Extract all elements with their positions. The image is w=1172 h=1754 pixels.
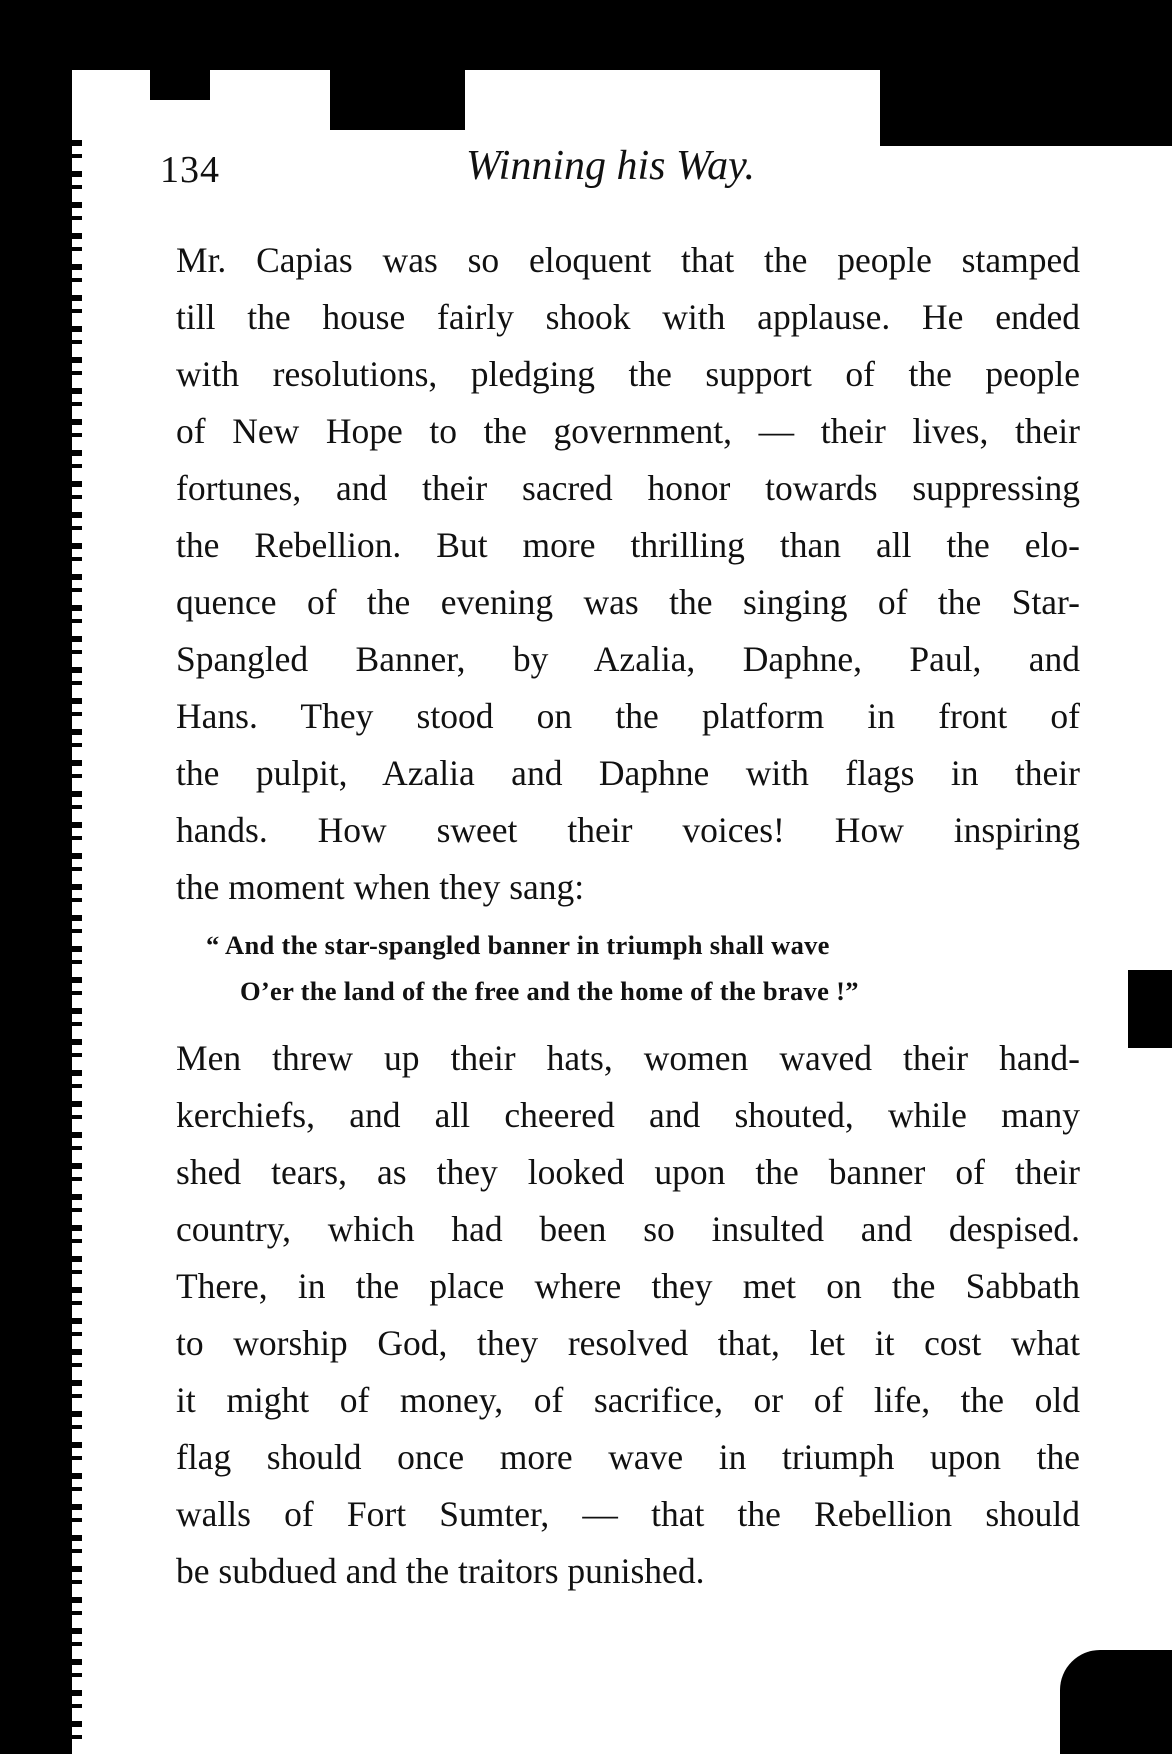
- text-line: till the house fairly shook with applause. He ended: [176, 297, 1080, 337]
- text-line: walls of Fort Sumter, — that the Rebellion should: [176, 1494, 1080, 1534]
- text-line: quence of the evening was the singing of the Star-: [176, 582, 1080, 622]
- scan-border-right-bottom: [1060, 1650, 1172, 1754]
- text-line: be subdued and the traitors punished.: [176, 1551, 705, 1591]
- paragraph-2: [176, 1030, 1080, 1600]
- text-line: with resolutions, pledging the support of the people: [176, 354, 1080, 394]
- running-head: [160, 142, 900, 202]
- scan-border-top-mid: [330, 60, 465, 130]
- text-line: kerchiefs, and all cheered and shouted, while many: [176, 1095, 1080, 1135]
- text-line: it might of money, of sacrifice, or of life, the old: [176, 1380, 1080, 1420]
- page-number: 134: [160, 149, 220, 191]
- verse-line: “ And the star-spangled banner in triumph shall wave: [206, 930, 830, 960]
- scan-border-top-left: [150, 60, 210, 100]
- text-line: Mr. Capias was so eloquent that the people stamped: [176, 240, 1080, 280]
- text-line: the Rebellion. But more thrilling than all the elo-: [176, 525, 1080, 565]
- text-line: There, in the place where they met on the Sabbath: [176, 1266, 1080, 1306]
- running-title: Winning his Way.: [466, 143, 755, 189]
- text-line: Spangled Banner, by Azalia, Daphne, Paul, and: [176, 639, 1080, 679]
- text-line: of New Hope to the government, — their lives, their: [176, 411, 1080, 451]
- scan-border-top-right: [880, 60, 1172, 146]
- text-line: country, which had been so insulted and despised.: [176, 1209, 1080, 1249]
- text-line: flag should once more wave in triumph upon the: [176, 1437, 1080, 1477]
- verse-line: O’er the land of the free and the home of the brave !”: [240, 976, 859, 1006]
- text-line: the pulpit, Azalia and Daphne with flags in their: [176, 753, 1080, 793]
- text-line: Men threw up their hats, women waved their hand-: [176, 1038, 1080, 1078]
- text-line: to worship God, they resolved that, let it cost what: [176, 1323, 1080, 1363]
- text-line: Hans. They stood on the platform in front of: [176, 696, 1080, 736]
- scan-border-left: [0, 0, 72, 1754]
- text-line: the moment when they sang:: [176, 867, 585, 907]
- text-line: shed tears, as they looked upon the banner of their: [176, 1152, 1080, 1192]
- scan-border-right-tab: [1128, 970, 1172, 1048]
- paragraph-1: [176, 232, 1080, 916]
- scan-border-left-fringe: [72, 140, 82, 1740]
- verse-quotation: [206, 922, 1026, 1014]
- text-line: hands. How sweet their voices! How inspiring: [176, 810, 1080, 850]
- text-line: fortunes, and their sacred honor towards suppressing: [176, 468, 1080, 508]
